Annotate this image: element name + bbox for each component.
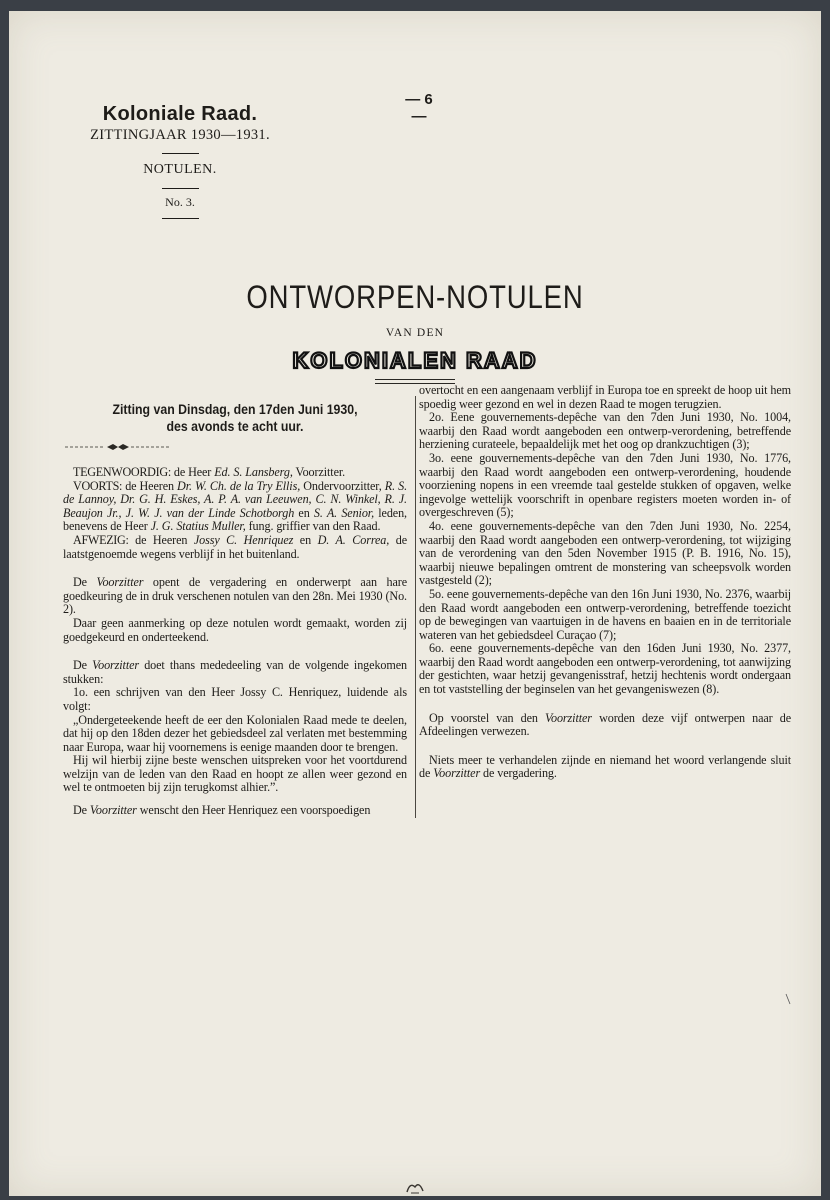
meeting-heading-line: Zitting van Dinsdag, den 17den Juni 1930, — [112, 402, 358, 417]
paragraph: De Voorzitter wenscht den Heer Henriquez een voorspoedigen — [73, 803, 371, 818]
council-title: Koloniale Raad. — [102, 103, 258, 125]
right-column — [419, 384, 791, 781]
ornament-divider-icon — [63, 441, 173, 453]
paragraph: De Voorzitter doet thans mededeeling van de volgende ingekomen stukken: — [63, 658, 407, 686]
list-item: 6o. eene gouvernements-depêche van den 16den Juni 1930, No. 2377, waarbij den Raad wordt aangeboden een ontwerp-verordening, tot aanwijzing der gestichten, waar hetzij gevangenisstraf, hetzij hechtenis wordt ondergaan en tot vaststelling der beginselen van het gevangeniswezen (8). — [419, 641, 791, 697]
page-number: — 6 — — [405, 91, 433, 125]
title-connector: VAN DEN — [385, 327, 445, 339]
council-banner: KOLONIALEN RAAD — [292, 348, 538, 373]
masthead-rule — [162, 153, 199, 154]
meeting-heading-line: des avonds te acht uur. — [166, 419, 304, 434]
masthead-rule — [162, 188, 199, 189]
document-page — [9, 11, 821, 1196]
attendance-present: TEGENWOORDIG: de Heer Ed. S. Lansberg, Voorzitter. — [73, 465, 346, 479]
notulen-label: NOTULEN. — [143, 162, 217, 177]
closing-paragraph: Niets meer te verhandelen zijnde en niemand het woord verlangende sluit de Voorzitter de vergadering. — [419, 752, 791, 781]
paragraph: Daar geen aanmerking op deze notulen wordt gemaakt, worden zij goedgekeurd en onderteekend. — [63, 615, 407, 644]
letter-quote: „Ondergeteekende heeft de eer den Kolonialen Raad mede te deelen, dat hij op den 18den dezer het gebiedsdeel zal verlaten met bestemming naar Europa, waar hij voornemens is eenige maanden door te brengen. — [63, 712, 407, 754]
attendance-also: VOORTS: de Heeren Dr. W. Ch. de la Try Ellis, Ondervoorzitter, R. S. de Lannoy, Dr. G. H. Eskes, A. P. A. van Leeuwen, C. N. Winkel, R. J. Beaujon Jr., J. W. J. van der Linde Schotborgh en S. A. Senior, leden, benevens de Heer J. G. Statius Muller, fung. griffier van den Raad. — [63, 478, 408, 534]
paragraph: overtocht en een aangenaam verblijf in Europa toe en spreekt de hoop uit hem spoedig weer gezond en wel in dezen Raad te mogen terugzien. — [419, 383, 791, 411]
printer-mark-icon — [404, 1179, 426, 1195]
pencil-mark-icon — [785, 993, 791, 1005]
list-item: 5o. eene gouvernements-depêche van den 16n Juni 1930, No. 2376, waarbij den Raad wordt aangeboden een ontwerp-verordening, betreffende toezicht op de bewegingen van vaartuigen in de havens en baaien en in de territoriale wateren van het gebiedsdeel Curaçao (7); — [419, 586, 791, 642]
list-item: 2o. Eene gouvernements-depêche van den 7den Juni 1930, No. 1004, waarbij den Raad wordt aangeboden een ontwerp-verordening, betreffende herziening curateele, bepaaldelijk met het oog op drankzuchtigen (3); — [419, 410, 791, 452]
masthead-rule — [162, 218, 199, 219]
list-item: 1o. een schrijven van den Heer Jossy C. Henriquez, luidende als volgt: — [63, 685, 407, 713]
column-divider — [415, 396, 416, 818]
list-item: 4o. eene gouvernements-depêche van den 7den Juni 1930, No. 2254, waarbij den Raad wordt aangeboden een ontwerp-verordening, tot wijziging van de verordening van den 5den November 1915 (P. B. 1916, No. 15), waarbij nieuwe bepalingen omtrent de monstering van scheepsvolk worden vastgesteld (2); — [419, 518, 791, 588]
left-column — [63, 401, 407, 818]
meeting-heading — [77, 401, 393, 435]
paragraph: Op voorstel van den Voorzitter worden deze vijf ontwerpen naar de Afdeelingen verwezen. — [419, 710, 792, 739]
list-item: 3o. eene gouvernements-depêche van den 7den Juni 1930, No. 1776, waarbij den Raad wordt aangeboden een ontwerp-verordening, houdende voorziening nopens in een vreemde taal gestelde stukken of opgaven, welke ingevolge wettelijk voorschrift in openbare registers moeten worden in- of overgeschreven (5); — [419, 450, 791, 520]
session-year: ZITTINGJAAR 1930—1931. — [90, 127, 270, 143]
letter-quote: Hij wil hierbij zijne beste wenschen uitspreken voor het voortdurend welzijn van de leden van den Raad en hoopt ze allen weer gezond en wel te ontmoeten bij zijn terugkomst alhier.”. — [63, 753, 407, 795]
paragraph: De Voorzitter opent de vergadering en onderwerpt aan hare goedkeuring de in druk verschenen notulen van den 28n. Mei 1930 (No. 2). — [63, 575, 407, 617]
masthead — [75, 103, 285, 219]
document-title: ONTWORPEN-NOTULEN — [246, 279, 584, 315]
attendance-absent: AFWEZIG: de Heeren Jossy C. Henriquez en D. A. Correa, de laatstgenoemde wegens verblijf in het buitenland. — [63, 532, 407, 561]
issue-number: No. 3. — [165, 195, 195, 209]
